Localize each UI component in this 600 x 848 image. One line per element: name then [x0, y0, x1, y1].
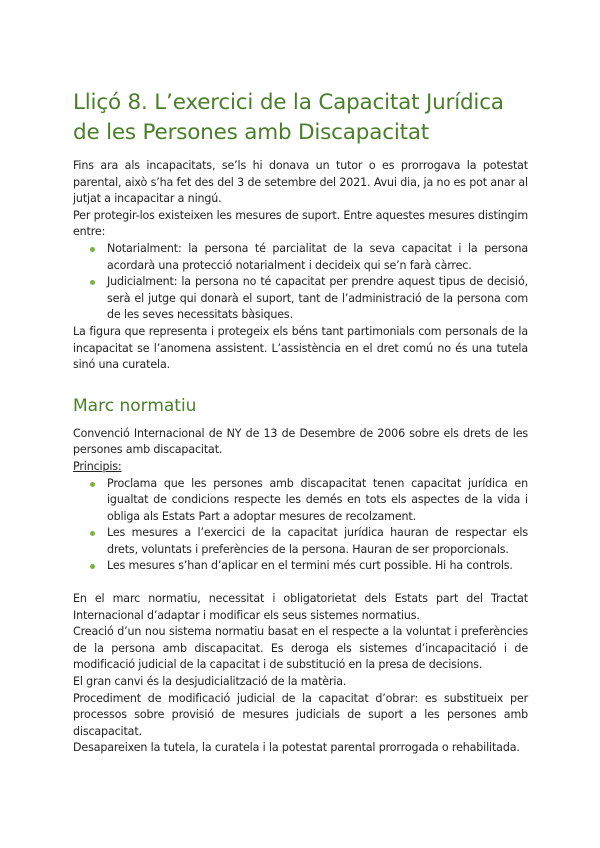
intro-paragraph-2: Per protegir-los existeixen les mesures de suport. Entre aquestes mesures distingim entre:	[73, 208, 528, 239]
section-heading: Marc normatiu	[73, 395, 197, 416]
list-item: Proclama que les persones amb discapacitat tenen capacitat jurídica en igualtat de condicions respecte les demés en tots els aspectes de la vida i obliga als Estats Part a adoptar mesures de recolzament.	[107, 476, 528, 526]
section-paragraph-4: El gran canvi és la desjudicialització de la matèria.	[73, 675, 347, 689]
intro-paragraph-3: La figura que representa i protegeix els béns tant partimonials com personals de la incapacitat se l’anomena assistent. L’assistència en el dret comú no és una tutela sinó una curatela.	[73, 324, 528, 372]
page-title: Lliçó 8. L’exercici de la Capacitat Jurídica de les Persones amb Discapacitat	[73, 90, 504, 145]
bullet-icon	[90, 531, 95, 536]
list-item: Les mesures s’han d’aplicar en el termini més curt possible. Hi ha controls.	[107, 558, 528, 575]
bullet-icon	[90, 482, 95, 487]
section-paragraph-1: Convenció Internacional de NY de 13 de Desembre de 2006 sobre els drets de les persones amb discapacitat.	[73, 426, 528, 457]
intro-paragraph-1: Fins ara als incapacitats, se’ls hi donava un tutor o es prorrogava la potestat parental, això s’ha fet des del 3 de setembre del 2021. Avui dia, ja no es pot anar al jutjat a incapacitar a ningú.	[73, 159, 528, 206]
list-item: Judicialment: la persona no té capacitat per prendre aquest tipus de decisió, serà el jutge qui donarà el suport, tant de l’administració de la persona com de les seves necessitats bàsiques.	[107, 274, 528, 324]
bullet-icon	[90, 247, 95, 252]
section-paragraph-3: Creació d’un nou sistema normatiu basat en el respecte a la voluntat i preferències de la persona amb discapacitat. Es deroga els sistemes d’incapacitació i de modificació judicial de la capacitat i de substitució en la presa de decisions.	[73, 625, 528, 672]
document-page	[73, 88, 528, 757]
principis-label: Principis:	[73, 459, 122, 473]
list-item: Notarialment: la persona té parcialitat de la seva capacitat i la persona acordarà una protecció notarialment i decideix qui se’n farà càrrec.	[107, 241, 528, 274]
list-item: Les mesures a l’exercici de la capacitat jurídica hauran de respectar els drets, voluntats i preferències de la persona. Hauran de ser proporcionals.	[107, 525, 528, 558]
section-paragraph-6: Desapareixen la tutela, la curatela i la potestat parental prorrogada o rehabilitada.	[73, 741, 520, 755]
support-measures-list	[73, 241, 528, 324]
section-paragraph-5: Procediment de modificació judicial de la capacitat d’obrar: es substitueix per processos sobre provisió de mesures judicials de suport a les persones amb discapacitat.	[73, 691, 528, 738]
spacer	[73, 575, 528, 591]
section-paragraph-2: En el marc normatiu, necessitat i obligatorietat dels Estats part del Tractat Internacional d’adaptar i modificar els seus sistemes normatius.	[73, 592, 528, 622]
bullet-icon	[90, 280, 95, 285]
bullet-icon	[90, 564, 95, 569]
principles-list	[73, 476, 528, 576]
